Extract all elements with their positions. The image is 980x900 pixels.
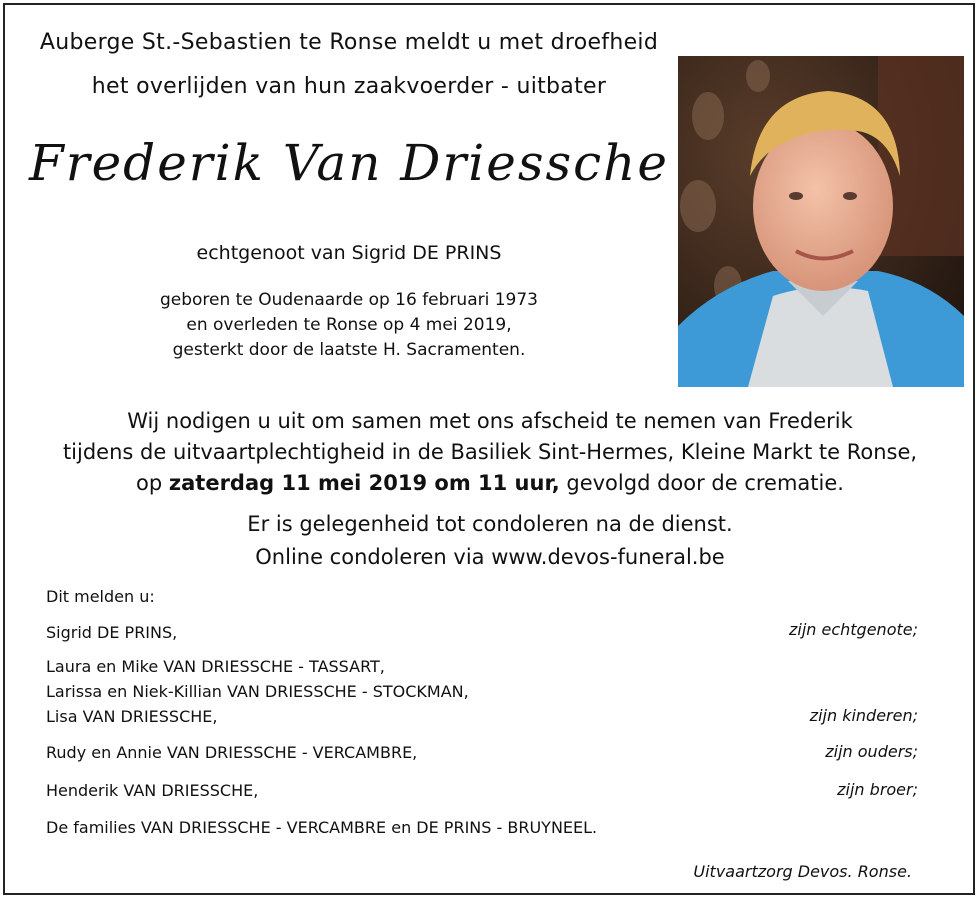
family-brother: Henderik VAN DRIESSCHE, bbox=[46, 781, 259, 800]
invitation-suffix: gevolgd door de crematie. bbox=[559, 471, 844, 495]
invitation-line-3 bbox=[10, 468, 970, 499]
deceased-name: Frederik Van Driessche bbox=[29, 134, 669, 192]
invitation bbox=[10, 406, 970, 499]
sacrament-line: gesterkt door de laatste H. Sacramenten. bbox=[172, 340, 526, 360]
spouse-line: echtgenoot van Sigrid DE PRINS bbox=[196, 242, 502, 264]
brother-relation: zijn broer; bbox=[837, 780, 918, 799]
family-child-3: Lisa VAN DRIESSCHE, bbox=[46, 707, 218, 726]
invitation-line-2: tijdens de uitvaartplechtigheid in de Basiliek Sint-Hermes, Kleine Markt te Ronse, bbox=[62, 440, 918, 464]
announcers-label: Dit melden u: bbox=[46, 587, 155, 606]
online-condolence-line: Online condoleren via www.devos-funeral.be bbox=[255, 545, 725, 569]
parents-relation: zijn ouders; bbox=[825, 742, 918, 761]
family-spouse: Sigrid DE PRINS, bbox=[46, 623, 178, 642]
funeral-date: zaterdag 11 mei 2019 om 11 uur, bbox=[168, 471, 560, 495]
invitation-prefix: op bbox=[136, 471, 169, 495]
birth-line: geboren te Oudenaarde op 16 februari 1973 bbox=[159, 290, 538, 310]
intro-line-1: Auberge St.-Sebastien te Ronse meldt u met droefheid bbox=[39, 30, 659, 55]
funeral-home: Uitvaartzorg Devos. Ronse. bbox=[693, 862, 912, 881]
family-child-2: Larissa en Niek-Killian VAN DRIESSCHE - STOCKMAN, bbox=[46, 682, 469, 701]
family-families: De families VAN DRIESSCHE - VERCAMBRE en DE PRINS - BRUYNEEL. bbox=[46, 818, 598, 837]
family-child-1: Laura en Mike VAN DRIESSCHE - TASSART, bbox=[46, 657, 385, 676]
intro-line-2: het overlijden van hun zaakvoerder - uitbater bbox=[91, 74, 607, 99]
invitation-line-1: Wij nodigen u uit om samen met ons afscheid te nemen van Frederik bbox=[127, 409, 853, 433]
birth-details bbox=[20, 288, 678, 363]
family-parents: Rudy en Annie VAN DRIESSCHE - VERCAMBRE, bbox=[46, 743, 418, 762]
portrait-illustration bbox=[678, 56, 964, 387]
death-line: en overleden te Ronse op 4 mei 2019, bbox=[186, 315, 512, 335]
children-relation: zijn kinderen; bbox=[809, 706, 918, 725]
portrait-photo bbox=[678, 56, 964, 387]
condolence-line: Er is gelegenheid tot condoleren na de dienst. bbox=[247, 512, 733, 536]
condolence bbox=[10, 508, 970, 574]
spouse-relation: zijn echtgenote; bbox=[788, 620, 918, 639]
